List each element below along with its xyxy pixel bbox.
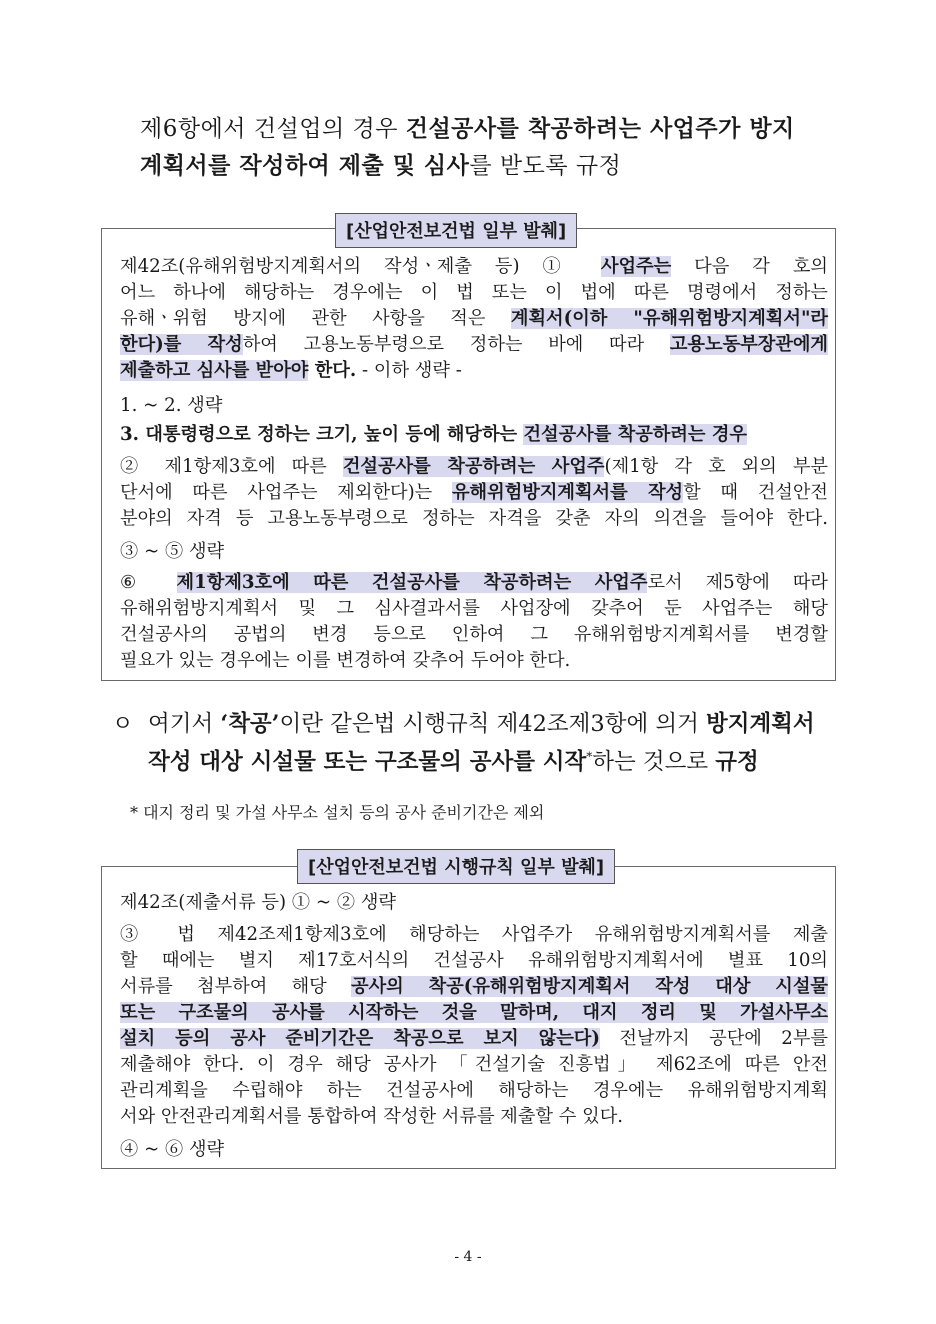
- highlight: 유해위험방지계획서를 작성: [451, 482, 684, 503]
- box2-line: 관리계획을 수립해야 하는 건설공사에 해당하는 경우에는 유해위험방지계획: [120, 1080, 828, 1101]
- box1-line: 유해위험방지계획서 및 그 심사결과서를 사업장에 갖추어 둔 사업주는 해당: [120, 598, 828, 619]
- box1-line: [120, 422, 747, 448]
- box2-line: [120, 1026, 828, 1052]
- bullet-circle: ㅇ: [112, 712, 134, 737]
- box1-line: 건설공사의 공법의 변경 등으로 인하여 그 유해위험방지계획서를 변경할: [120, 624, 828, 645]
- law-excerpt-title: [산업안전보건법 일부 발췌]: [335, 213, 577, 248]
- box1-line: 어느 하나에 해당하는 경우에는 이 법 또는 이 법에 따른 명령에서 정하는: [120, 282, 828, 303]
- text: 여기서: [148, 711, 221, 737]
- intro-line-2: [140, 147, 621, 180]
- highlight: 건설공사를 착공하려는 사업주: [342, 456, 605, 477]
- highlight: 또는 구조물의 공사를 시작하는 것을 말하며, 대지 정리 및 가설사무소: [120, 1002, 828, 1023]
- emphasis: 한다.: [308, 360, 357, 381]
- box1-line: [120, 358, 462, 384]
- highlight: 설치 등의 공사 준비기간은 착공으로 보지 않는다): [120, 1028, 600, 1049]
- box1-line: ③ ~ ⑤ 생략: [120, 541, 225, 562]
- highlight: 고용노동부장관에게: [669, 334, 828, 355]
- text: - 이하 생략 -: [356, 360, 462, 381]
- emphasis: ‘착공’: [220, 711, 280, 737]
- footnote: * 대지 정리 및 가설 사무소 설치 등의 공사 준비기간은 제외: [130, 803, 545, 822]
- text: 제42조(유해위험방지계획서의 작성ㆍ제출 등) ①: [120, 256, 601, 277]
- text: 유해ㆍ위험 방지에 관한 사항을 적은: [120, 308, 511, 329]
- box1-line: [120, 480, 828, 506]
- text: ② 제1항제3호에 따른: [120, 456, 343, 477]
- intro-emphasis: 계획서를 작성하여 제출 및 심사: [140, 152, 470, 179]
- box2-line: ④ ~ ⑥ 생략: [120, 1139, 225, 1160]
- text: (제1항 각 호 외의 부분: [604, 456, 828, 477]
- intro-text: 를 받도록 규정: [469, 153, 622, 179]
- emphasis: 방지계획서: [705, 711, 815, 737]
- text: 하는 것으로: [592, 749, 716, 775]
- text: 이란 같은법 시행규칙 제42조제3항에 의거: [279, 711, 706, 737]
- box2-line: [120, 974, 828, 1000]
- highlight: 제출하고 심사를 받아야: [120, 360, 309, 381]
- emphasis: 작성 대상 시설물 또는 구조물의 공사를 시작: [148, 749, 587, 775]
- box1-line: [120, 454, 828, 480]
- text: 서류를 첨부하여 해당: [120, 976, 352, 997]
- box1-line: [120, 306, 828, 332]
- box2-line: ③ 법 제42조제1항제3호에 해당하는 사업주가 유해위험방지계획서를 제출: [120, 924, 828, 945]
- box2-line: 제42조(제출서류 등) ① ~ ② 생략: [120, 892, 396, 913]
- box1-line: 분야의 자격 등 고용노동부령으로 정하는 자격을 갖춘 자의 의견을 들어야 한다.: [120, 508, 828, 529]
- footnote-marker: *: [586, 749, 593, 764]
- text: 로서 제5항에 따라: [647, 572, 828, 593]
- rule-excerpt-title: [산업안전보건법 시행규칙 일부 발췌]: [297, 849, 615, 884]
- box1-line: 1. ~ 2. 생략: [120, 395, 223, 416]
- box1-line: [120, 570, 828, 596]
- highlight: 계획서(이하 "유해위험방지계획서"라: [510, 308, 828, 329]
- highlight: 사업주는: [600, 256, 672, 277]
- box2-line: 할 때에는 별지 제17호서식의 건설공사 유해위험방지계획서에 별표 10의: [120, 950, 828, 971]
- page-number: - 4 -: [454, 1249, 482, 1265]
- text: 하여 고용노동부령으로 정하는 바에 따라: [242, 334, 670, 355]
- highlight: 건설공사를 착공하려는 경우: [523, 424, 747, 445]
- text: 단서에 따른 사업주는 제외한다)는: [120, 482, 452, 503]
- box2-line: [120, 1000, 828, 1026]
- emphasis: 규정: [715, 749, 759, 775]
- emphasis: 3. 대통령령으로 정하는 크기, 높이 등에 해당하는: [120, 424, 524, 445]
- text: ⑥: [120, 572, 177, 593]
- text: 할 때 건설안전: [683, 482, 828, 503]
- highlight: 제1항제3호에 따른 건설공사를 착공하려는 사업주: [176, 572, 648, 593]
- para2-line-1: [148, 706, 815, 738]
- box1-line: 필요가 있는 경우에는 이를 변경하여 갖추어 두어야 한다.: [120, 650, 571, 671]
- highlight: 한다)를 작성: [120, 334, 243, 355]
- box2-line: 서와 안전관리계획서를 통합하여 작성한 서류를 제출할 수 있다.: [120, 1106, 624, 1127]
- text: 전날까지 공단에 2부를: [599, 1028, 828, 1049]
- para2-line-2: [148, 744, 759, 776]
- box2-line: 제출해야 한다. 이 경우 해당 공사가 「건설기술 진흥법」 제62조에 따른 안전: [120, 1054, 828, 1075]
- box1-line: [120, 254, 828, 280]
- intro-line-1: [140, 110, 795, 143]
- intro-text: 제6항에서 건설업의 경우: [140, 116, 406, 142]
- highlight: 공사의 착공(유해위험방지계획서 작성 대상 시설물: [351, 976, 828, 997]
- intro-emphasis: 건설공사를 착공하려는 사업주가 방지: [405, 115, 795, 142]
- box1-line: [120, 332, 828, 358]
- text: 다음 각 호의: [671, 256, 828, 277]
